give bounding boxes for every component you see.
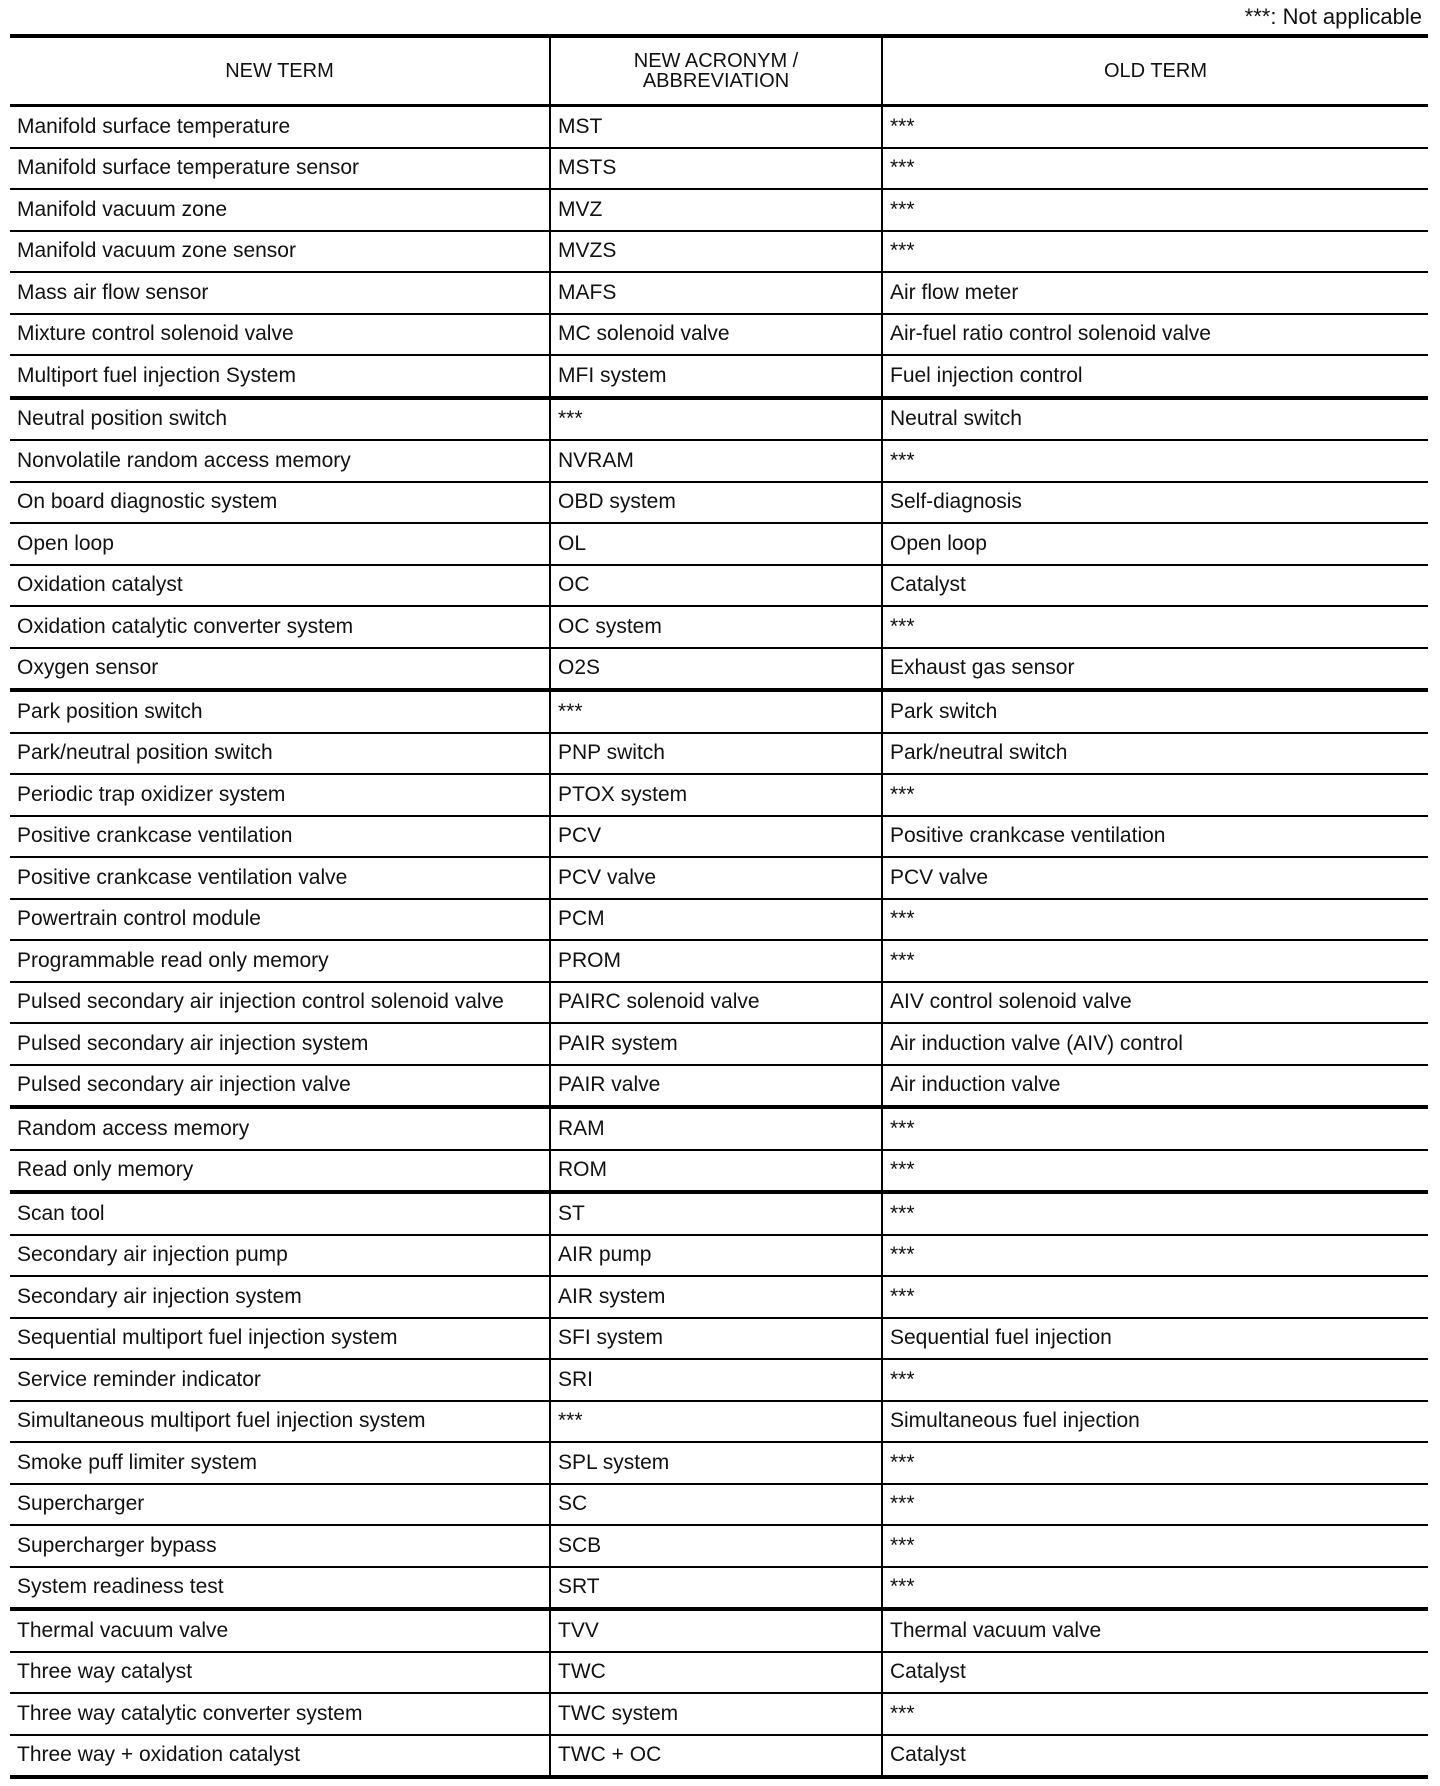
cell-old-term: *** [882,1693,1428,1735]
cell-old-term: *** [882,148,1428,190]
cell-acronym: AIR system [550,1276,882,1318]
table-row [10,355,1428,398]
cell-new-term: Positive crankcase ventilation valve [10,857,550,899]
cell-new-term: Secondary air injection system [10,1276,550,1318]
cell-old-term: *** [882,440,1428,482]
cell-old-term: AIV control solenoid valve [882,982,1428,1024]
cell-acronym: PCV valve [550,857,882,899]
cell-new-term: Read only memory [10,1150,550,1193]
cell-new-term: Thermal vacuum valve [10,1609,550,1652]
cell-new-term: Oxygen sensor [10,648,550,691]
table-row [10,314,1428,356]
cell-acronym: SCB [550,1525,882,1567]
cell-old-term: *** [882,774,1428,816]
cell-new-term: Supercharger bypass [10,1525,550,1567]
cell-new-term: Manifold vacuum zone [10,189,550,231]
table-row [10,648,1428,691]
cell-acronym: NVRAM [550,440,882,482]
cell-old-term: *** [882,1235,1428,1277]
cell-old-term: Air induction valve (AIV) control [882,1023,1428,1065]
cell-new-term: Three way catalyst [10,1652,550,1694]
cell-new-term: Manifold vacuum zone sensor [10,231,550,273]
cell-old-term: Thermal vacuum valve [882,1609,1428,1652]
table-row [10,1401,1428,1443]
cell-new-term: Park/neutral position switch [10,733,550,775]
cell-acronym: MVZ [550,189,882,231]
cell-acronym: PCV [550,816,882,858]
header-new-acronym [550,36,882,106]
cell-acronym: PAIR valve [550,1065,882,1108]
table-row [10,1023,1428,1065]
cell-old-term: Fuel injection control [882,355,1428,398]
cell-old-term: *** [882,1359,1428,1401]
table-row [10,565,1428,607]
cell-old-term: *** [882,606,1428,648]
cell-acronym: O2S [550,648,882,691]
table-row [10,1359,1428,1401]
cell-old-term: Sequential fuel injection [882,1318,1428,1360]
cell-new-term: Manifold surface temperature [10,106,550,148]
cell-old-term: *** [882,1442,1428,1484]
cell-old-term: Catalyst [882,565,1428,607]
cell-acronym: PAIR system [550,1023,882,1065]
cell-new-term: Positive crankcase ventilation [10,816,550,858]
cell-old-term: Positive crankcase ventilation [882,816,1428,858]
table-row [10,940,1428,982]
cell-acronym: OBD system [550,482,882,524]
table-row [10,1735,1428,1778]
cell-old-term: *** [882,1567,1428,1610]
cell-acronym: MAFS [550,272,882,314]
table-row [10,1693,1428,1735]
cell-acronym: SRT [550,1567,882,1610]
cell-acronym: MC solenoid valve [550,314,882,356]
cell-old-term: Air induction valve [882,1065,1428,1108]
header-new-acronym-label: NEW ACRONYM / ABBREVIATION [633,50,799,92]
not-applicable-note: ***: Not applicable [1244,4,1422,29]
header-old-term: OLD TERM [882,36,1428,106]
cell-old-term: Simultaneous fuel injection [882,1401,1428,1443]
cell-new-term: Supercharger [10,1484,550,1526]
cell-acronym: AIR pump [550,1235,882,1277]
cell-new-term: Pulsed secondary air injection valve [10,1065,550,1108]
table-row [10,523,1428,565]
table-row [10,690,1428,733]
cell-old-term: Exhaust gas sensor [882,648,1428,691]
cell-acronym: MST [550,106,882,148]
table-row [10,1484,1428,1526]
cell-old-term: Open loop [882,523,1428,565]
table-row [10,1318,1428,1360]
cell-acronym: *** [550,398,882,441]
cell-old-term: *** [882,940,1428,982]
cell-acronym: MFI system [550,355,882,398]
cell-old-term: *** [882,1192,1428,1235]
cell-old-term: Park/neutral switch [882,733,1428,775]
cell-old-term: *** [882,189,1428,231]
table-row [10,231,1428,273]
cell-new-term: Periodic trap oxidizer system [10,774,550,816]
cell-acronym: PNP switch [550,733,882,775]
cell-acronym: SC [550,1484,882,1526]
cell-acronym: PROM [550,940,882,982]
cell-old-term: *** [882,1276,1428,1318]
cell-new-term: Simultaneous multiport fuel injection system [10,1401,550,1443]
table-row [10,816,1428,858]
table-row [10,189,1428,231]
cell-new-term: Secondary air injection pump [10,1235,550,1277]
cell-acronym: PAIRC solenoid valve [550,982,882,1024]
table-row [10,1442,1428,1484]
cell-old-term: Air-fuel ratio control solenoid valve [882,314,1428,356]
cell-old-term: PCV valve [882,857,1428,899]
cell-acronym: TWC [550,1652,882,1694]
cell-acronym: PCM [550,899,882,941]
cell-new-term: Smoke puff limiter system [10,1442,550,1484]
table-row [10,857,1428,899]
cell-new-term: Service reminder indicator [10,1359,550,1401]
cell-acronym: TVV [550,1609,882,1652]
cell-old-term: Park switch [882,690,1428,733]
cell-acronym: *** [550,1401,882,1443]
terminology-table [10,34,1428,1779]
cell-acronym: OC [550,565,882,607]
cell-old-term: *** [882,231,1428,273]
cell-old-term: *** [882,106,1428,148]
cell-new-term: On board diagnostic system [10,482,550,524]
table-row [10,1235,1428,1277]
cell-old-term: Neutral switch [882,398,1428,441]
cell-new-term: Programmable read only memory [10,940,550,982]
cell-acronym: SRI [550,1359,882,1401]
cell-old-term: *** [882,1150,1428,1193]
table-row [10,1525,1428,1567]
cell-acronym: MSTS [550,148,882,190]
table-row [10,733,1428,775]
cell-new-term: Random access memory [10,1107,550,1150]
cell-old-term: Air flow meter [882,272,1428,314]
cell-old-term: Catalyst [882,1735,1428,1778]
cell-new-term: Sequential multiport fuel injection system [10,1318,550,1360]
cell-acronym: TWC + OC [550,1735,882,1778]
table-row [10,440,1428,482]
cell-old-term: Catalyst [882,1652,1428,1694]
cell-new-term: Neutral position switch [10,398,550,441]
cell-new-term: Three way + oxidation catalyst [10,1735,550,1778]
cell-new-term: Three way catalytic converter system [10,1693,550,1735]
cell-old-term: *** [882,1525,1428,1567]
cell-old-term: *** [882,1484,1428,1526]
cell-acronym: OL [550,523,882,565]
cell-acronym: ROM [550,1150,882,1193]
cell-acronym: ST [550,1192,882,1235]
table-row [10,482,1428,524]
table-row [10,106,1428,148]
cell-new-term: Mass air flow sensor [10,272,550,314]
cell-new-term: Park position switch [10,690,550,733]
cell-new-term: Open loop [10,523,550,565]
table-row [10,1065,1428,1108]
cell-old-term: *** [882,899,1428,941]
table-row [10,1652,1428,1694]
table-row [10,606,1428,648]
cell-acronym: PTOX system [550,774,882,816]
table-row [10,1609,1428,1652]
table-row [10,272,1428,314]
table-row [10,774,1428,816]
cell-new-term: Manifold surface temperature sensor [10,148,550,190]
cell-acronym: RAM [550,1107,882,1150]
cell-new-term: Mixture control solenoid valve [10,314,550,356]
cell-new-term: Multiport fuel injection System [10,355,550,398]
cell-new-term: Pulsed secondary air injection control solenoid valve [10,982,550,1024]
cell-acronym: MVZS [550,231,882,273]
cell-acronym: SFI system [550,1318,882,1360]
table-row [10,1192,1428,1235]
table-row [10,1150,1428,1193]
cell-acronym: OC system [550,606,882,648]
table-row [10,982,1428,1024]
cell-new-term: Oxidation catalytic converter system [10,606,550,648]
table-row [10,1567,1428,1610]
cell-acronym: TWC system [550,1693,882,1735]
cell-new-term: Nonvolatile random access memory [10,440,550,482]
cell-old-term: Self-diagnosis [882,482,1428,524]
table-body [10,106,1428,1778]
table-row [10,148,1428,190]
table-header-row [10,36,1428,106]
cell-acronym: *** [550,690,882,733]
table-row [10,1107,1428,1150]
cell-new-term: Scan tool [10,1192,550,1235]
table-row [10,398,1428,441]
cell-new-term: Powertrain control module [10,899,550,941]
header-new-term: NEW TERM [10,36,550,106]
table-row [10,899,1428,941]
cell-old-term: *** [882,1107,1428,1150]
cell-acronym: SPL system [550,1442,882,1484]
table-row [10,1276,1428,1318]
cell-new-term: System readiness test [10,1567,550,1610]
cell-new-term: Oxidation catalyst [10,565,550,607]
cell-new-term: Pulsed secondary air injection system [10,1023,550,1065]
